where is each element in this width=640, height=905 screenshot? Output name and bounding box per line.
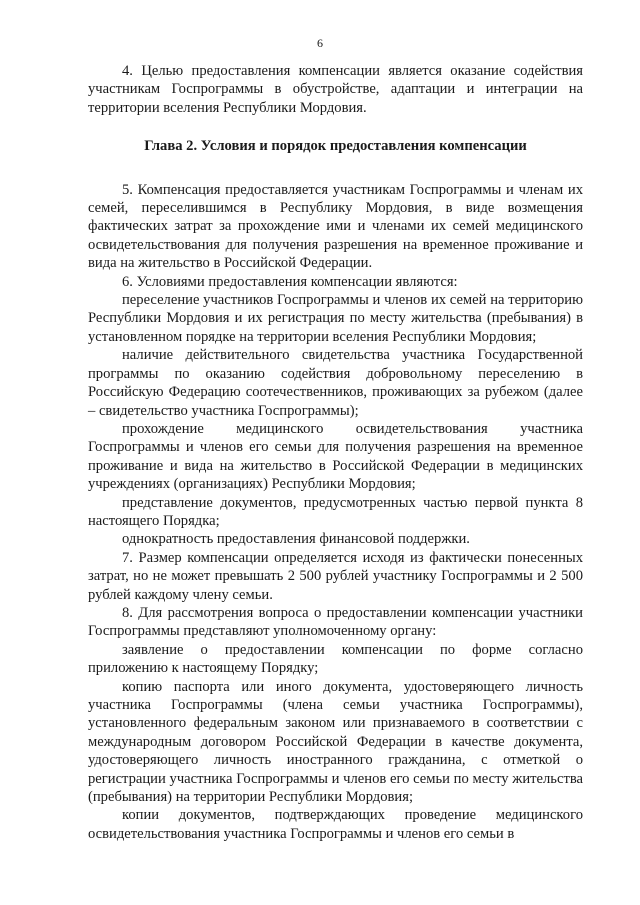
- document-application: заявление о предоставлении компенсации по форме согласно приложению к настоящему Порядку;: [88, 641, 583, 677]
- condition-medical-exam: прохождение медицинского освидетельствования участника Госпрограммы и членов его семьи для получения разрешения на временное проживание и вида на жительство в Российской Федерации в медицинских учреждениях (организациях) Республики Мордовия;: [88, 420, 583, 493]
- paragraph-7: 7. Размер компенсации определяется исходя из фактически понесенных затрат, но не может превышать 2 500 рублей участнику Госпрограммы и 2 500 рублей каждому члену семьи.: [88, 549, 583, 603]
- paragraph-5: 5. Компенсация предоставляется участникам Госпрограммы и членам их семей, переселившимся в Республику Мордовия, в виде возмещения фактических затрат за прохождение ими и членами их семей медицинского освидетельствования для получения разрешения на временное проживание и вида на жительство в Российской Федерации.: [88, 181, 583, 272]
- paragraph-4: 4. Целью предоставления компенсации является оказание содействия участникам Госпрограммы в обустройстве, адаптации и интеграции на территории вселения Республики Мордовия.: [88, 63, 583, 116]
- paragraph-8: 8. Для рассмотрения вопроса о предоставлении компенсации участники Госпрограммы представляют уполномоченному органу:: [88, 604, 583, 640]
- page-number: 6: [317, 36, 323, 50]
- condition-documents: представление документов, предусмотренных частью первой пункта 8 настоящего Порядка;: [88, 494, 583, 529]
- paragraph-6: 6. Условиями предоставления компенсации являются:: [122, 273, 458, 290]
- document-passport-copy: копию паспорта или иного документа, удостоверяющего личность участника Госпрограммы (члена семьи участника Госпрограммы), установленного федеральным законом или признаваемого в соответствии с международным договором Российской Федерации в качестве документа, удостоверяющего личность иностранного гражданина, с отметкой о регистрации участника Госпрограммы и членов его семьи по месту жительства (пребывания) на территории Республики Мордовия;: [88, 678, 583, 806]
- condition-one-time: однократность предоставления финансовой поддержки.: [122, 531, 470, 548]
- document-body: [88, 62, 583, 843]
- chapter-title: Глава 2. Условия и порядок предоставления компенсации: [144, 138, 527, 155]
- condition-resettlement: переселение участников Госпрограммы и членов их семей на территорию Республики Мордовия и их регистрация по месту жительства (пребывания) в установленном порядке на территории вселения Республики Мордовия;: [88, 292, 583, 345]
- document-medical-copies: копии документов, подтверждающих проведение медицинского освидетельствования участника Госпрограммы и членов его семьи в: [88, 807, 583, 842]
- condition-certificate: наличие действительного свидетельства участника Государственной программы по оказанию содействия добровольному переселению в Российскую Федерацию соотечественников, проживающих за рубежом (далее – свидетельство участника Госпрограммы);: [88, 347, 583, 419]
